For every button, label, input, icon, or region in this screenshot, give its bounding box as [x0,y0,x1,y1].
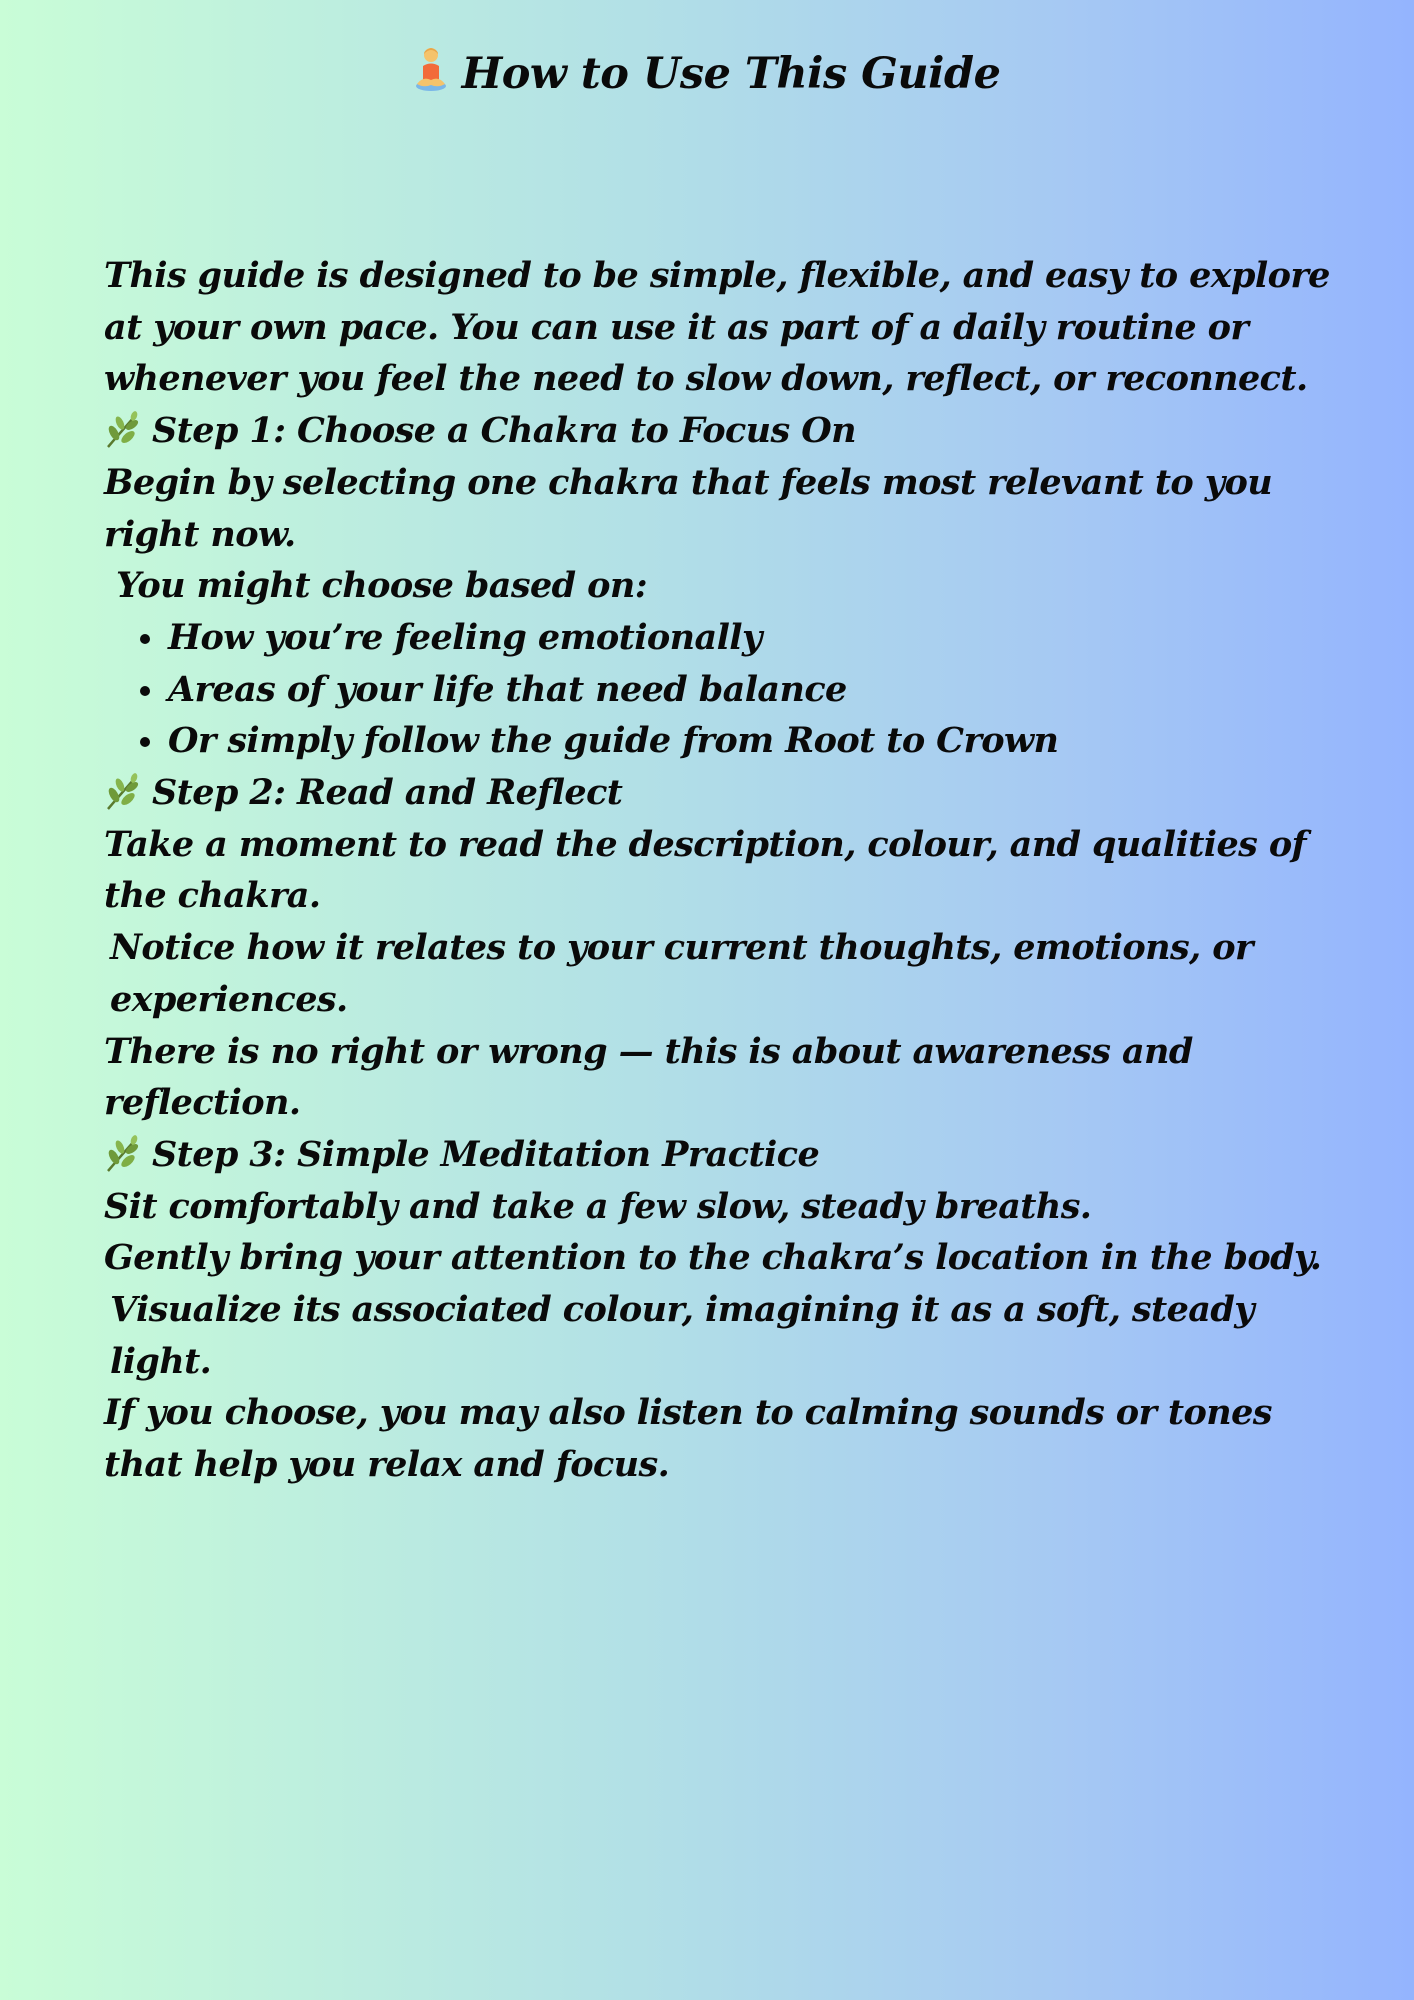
list-item: Or simply follow the guide from Root to Crown [168,715,1354,767]
herb-icon [104,411,140,451]
step-1-heading [104,405,1354,457]
intro-paragraph: This guide is designed to be simple, flexible, and easy to explore at your own pace. You can use it as part of a daily routine or whenever you feel the need to slow down, reflect, or reconnect. [104,255,1330,400]
guide-content [104,250,1354,1491]
step-3-line-2: Gently bring your attention to the chakra’s location in the body. [104,1237,1322,1279]
step-2-heading [104,767,1354,819]
step-1-title: Step 1: Choose a Chakra to Focus On [152,410,856,452]
step-3-line-1: Sit comfortably and take a few slow, steady breaths. [104,1185,1092,1227]
person-meditating-icon [414,46,448,108]
list-item: How you’re feeling emotionally [168,612,1354,664]
herb-icon [104,1135,140,1175]
step-3-line-3: Visualize its associated colour, imagining it as a soft, steady light. [110,1289,1254,1382]
step-3-heading [104,1129,1354,1181]
step-2-title: Step 2: Read and Reflect [152,772,623,814]
step-1-lead: You might choose based on: [116,565,648,607]
step-1-bullet-list [104,612,1354,767]
step-2-line-3: There is no right or wrong — this is about awareness and reflection. [104,1030,1193,1124]
title-text: How to Use This Guide [461,49,1001,99]
step-3-title: Step 3: Simple Meditation Practice [152,1133,820,1175]
step-2-line-2: Notice how it relates to your current thoughts, emotions, or experiences. [110,927,1253,1020]
step-3-line-4: If you choose, you may also listen to calming sounds or tones that help you relax and focus. [104,1392,1272,1486]
list-item: Areas of your life that need balance [168,664,1354,716]
step-1-line-1: Begin by selecting one chakra that feels most relevant to you right now. [104,461,1273,555]
herb-icon [104,773,140,813]
step-2-line-1: Take a moment to read the description, colour, and qualities of the chakra. [104,823,1307,917]
page-title [0,44,1414,108]
